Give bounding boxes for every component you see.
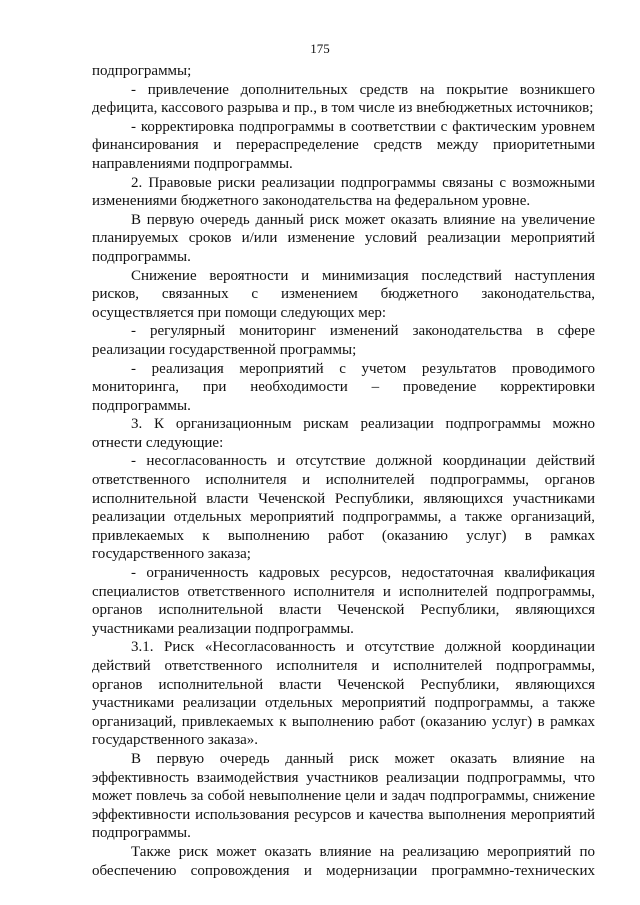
paragraph: В первую очередь данный риск может оказать влияние на увеличение планируемых сроков и/или изменение условий реализации мероприятий подпрограммы. <box>92 211 595 265</box>
paragraph: В первую очередь данный риск может оказать влияние на эффективность взаимодействия участников реализации подпрограммы, что может повлечь за собой невыполнение цели и задач подпрограммы, снижение эффективности использования ресурсов и качества выполнения мероприятий подпрограммы. <box>92 750 595 842</box>
paragraph: Также риск может оказать влияние на реализацию мероприятий по обеспечению сопровождения и модернизации программно-технических <box>92 843 595 879</box>
paragraph: 3. К организационным рискам реализации подпрограммы можно отнести следующие: <box>92 416 595 451</box>
page-number: 175 <box>310 41 330 56</box>
paragraph: - ограниченность кадровых ресурсов, недостаточная квалификация специалистов ответственного исполнителя и исполнителей подпрограммы, органов исполнительной власти Чеченской Республики, являющихся участниками реализации подпрограммы. <box>92 565 595 637</box>
paragraph: Снижение вероятности и минимизация последствий наступления рисков, связанных с изменением бюджетного законодательства, осуществляется при помощи следующих мер: <box>92 267 595 321</box>
paragraph: - реализация мероприятий с учетом результатов проводимого мониторинга, при необходимости – проведение корректировки подпрограммы. <box>92 360 595 414</box>
paragraph: 2. Правовые риски реализации подпрограммы связаны с возможными изменениями бюджетного законодательства на федеральном уровне. <box>92 174 595 210</box>
document-body <box>92 62 595 880</box>
paragraph: 3.1. Риск «Несогласованность и отсутствие должной координации действий ответственного исполнителя и исполнителей подпрограммы, органов исполнительной власти Чеченской Республики, являющихся участниками реализации отдельных мероприятий подпрограммы, а также организаций, привлекаемых к выполнению работ (оказанию услуг) в рамках государственного заказа». <box>92 639 595 749</box>
paragraph: - корректировка подпрограммы в соответствии с фактическим уровнем финансирования и перераспределение средств между приоритетными направлениями подпрограммы. <box>92 118 595 172</box>
paragraph: - регулярный мониторинг изменений законодательства в сфере реализации государственной программы; <box>92 323 595 358</box>
paragraph: - привлечение дополнительных средств на покрытие возникшего дефицита, кассового разрыва и пр., в том числе из внебюджетных источников; <box>92 81 595 117</box>
paragraph: - несогласованность и отсутствие должной координации действий ответственного исполнителя и исполнителей подпрограммы, органов исполнительной власти Чеченской Республики, являющихся участниками реализации отдельных мероприятий подпрограммы, а также организаций, привлекаемых к выполнению работ (оказанию услуг) в рамках государственного заказа; <box>92 453 595 563</box>
paragraph: подпрограммы; <box>92 63 192 79</box>
